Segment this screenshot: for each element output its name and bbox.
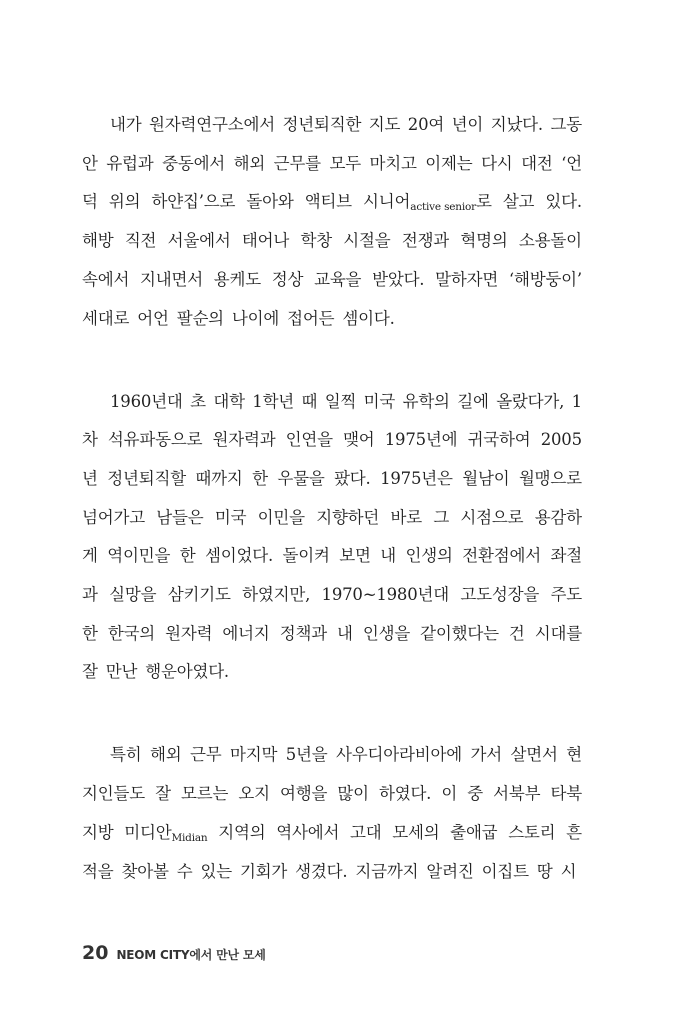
text-line xyxy=(82,541,582,571)
text-word: 수 xyxy=(176,861,193,881)
text-word: 셈이었다. xyxy=(205,546,274,566)
text-word: 20여 xyxy=(407,115,445,134)
text-word: 다시 xyxy=(481,153,513,173)
text-word: 고도성장을 xyxy=(460,585,540,604)
text-word: 지도 xyxy=(368,115,401,134)
text-word: 전쟁과 xyxy=(401,231,450,251)
text-word: 서북부 xyxy=(493,784,541,804)
text-word: 년이 xyxy=(451,115,484,134)
text-word: 주도 xyxy=(550,585,582,604)
text-word: 잘 xyxy=(155,784,171,804)
text-word: 덕 xyxy=(82,192,98,212)
text-word: 알려진 xyxy=(426,861,474,881)
text-word: ‘언 xyxy=(561,153,582,173)
text-word: 1960년대 xyxy=(110,391,183,411)
text-word: 있다. xyxy=(545,192,582,212)
text-line xyxy=(82,503,582,533)
text-line xyxy=(82,425,582,455)
text-word: 정년퇴직할 xyxy=(107,468,186,488)
text-word: 실망을 xyxy=(109,585,157,604)
text-word: 마지막 xyxy=(230,745,278,765)
text-word: 받았다. xyxy=(372,269,425,289)
text-word: 내가 xyxy=(110,115,142,134)
text-word: 이제는 xyxy=(425,153,473,173)
text-line xyxy=(82,304,582,334)
text-word: 하였지만, xyxy=(242,585,311,604)
text-word: 팔순의 xyxy=(176,308,224,328)
text-word: 하얀집’으로 xyxy=(151,192,236,212)
text-word: 맺어 xyxy=(343,430,375,450)
text-word: 있는 xyxy=(200,861,232,881)
text-word: 귀국하여 xyxy=(467,430,531,450)
text-word: 미국 xyxy=(214,507,247,527)
text-word: 이집트 xyxy=(481,861,529,881)
text-word: 위의 xyxy=(108,192,141,212)
text-word: 그 xyxy=(433,507,450,527)
text-word: ‘해방둥이’ xyxy=(508,269,582,289)
text-word: 근무 xyxy=(190,745,222,765)
text-word: 타북 xyxy=(550,784,582,804)
text-word: 1970~1980년대 xyxy=(321,585,450,604)
text-word: 직전 xyxy=(124,231,157,251)
text-word: 이민을 xyxy=(257,507,305,527)
text-word: 특히 xyxy=(110,745,142,765)
text-word: 인생을 xyxy=(362,623,411,643)
text-word: 지내면서 xyxy=(140,269,203,289)
text-word: 중 xyxy=(467,784,484,804)
text-word: 남들은 xyxy=(156,507,204,527)
text-word: 태어나 xyxy=(241,231,290,251)
text-word: 우물을 xyxy=(277,468,325,488)
text-line xyxy=(82,580,582,610)
text-word: 인연을 xyxy=(285,430,333,450)
text-word: 1975년에 xyxy=(384,430,458,450)
inline-gloss: active senior xyxy=(410,201,476,214)
text-word: 에너지 xyxy=(222,623,270,643)
text-word: 모두 xyxy=(329,153,361,173)
text-line xyxy=(82,187,582,217)
text-word: 초 xyxy=(190,391,206,411)
text-word: 여행을 xyxy=(279,784,328,804)
text-word: 미국 xyxy=(363,391,396,411)
text-word: 행운아였다. xyxy=(145,662,229,682)
text-word: 한 xyxy=(179,546,196,566)
text-word: 정년퇴직한 xyxy=(282,115,362,134)
text-word: 모세의 xyxy=(392,822,440,842)
text-word: 삼키기도 xyxy=(167,585,231,604)
text-word: 출애굽 xyxy=(450,822,498,842)
text-word: 돌이켜 xyxy=(282,546,330,566)
text-word: 때 xyxy=(301,391,318,411)
text-word: 나이에 xyxy=(231,308,280,328)
text-word: 시대를 xyxy=(534,623,582,643)
text-word: 2005 xyxy=(540,430,582,450)
text-word: 팠다. xyxy=(334,468,371,488)
text-line xyxy=(82,740,582,770)
text-word: 용케도 xyxy=(213,269,261,289)
text-word: 속에서 xyxy=(82,269,130,289)
text-line xyxy=(82,818,582,848)
text-word: 일찍 xyxy=(324,391,357,411)
text-word: 정책과 xyxy=(279,623,327,643)
text-word: 정상 xyxy=(271,269,304,289)
text-word: 지향하던 xyxy=(316,507,380,527)
text-word: 적을 xyxy=(82,861,114,881)
text-word: 셈이다. xyxy=(342,308,395,328)
text-word: 석유파동으로 xyxy=(107,430,203,450)
text-word: 말하자면 xyxy=(435,269,499,289)
text-word: 원자력연구소에서 xyxy=(149,115,275,134)
text-line xyxy=(82,110,582,140)
text-word: 인생의 xyxy=(405,546,453,566)
text-word: 한 xyxy=(252,468,268,488)
text-line xyxy=(82,265,582,295)
text-word: 역사에서 xyxy=(276,822,340,842)
text-word: 교육을 xyxy=(314,269,362,289)
text-word: 대학 xyxy=(213,391,245,411)
text-word: 안 xyxy=(82,153,98,173)
text-word: 학창 xyxy=(300,231,332,251)
text-line xyxy=(82,464,582,494)
text-word: 소용돌이 xyxy=(518,231,582,251)
text-word: 지역의 xyxy=(218,822,266,842)
text-word: 해외 xyxy=(233,153,266,173)
text-word: 하였다. xyxy=(378,784,432,804)
text-word: 그동 xyxy=(550,115,582,134)
text-word: 스토리 xyxy=(508,822,556,842)
text-word: 많이 xyxy=(337,784,369,804)
text-word: 년 xyxy=(82,468,98,488)
text-word: 마치고 xyxy=(369,153,417,173)
text-word: 1학년 xyxy=(252,391,295,411)
text-word: 한국의 xyxy=(107,623,156,643)
text-word: 같이했다는 xyxy=(420,623,499,643)
text-word: 유학의 xyxy=(402,391,450,411)
text-word: 원자력 xyxy=(165,623,213,643)
text-word: 고대 xyxy=(349,822,382,842)
page-number: 20 xyxy=(82,942,109,964)
text-word: 때까지 xyxy=(195,468,243,488)
text-word: 월남이 xyxy=(462,468,510,488)
text-word: 길에 xyxy=(457,391,489,411)
text-word: 유럽과 xyxy=(106,153,154,173)
text-word: 혁명의 xyxy=(460,231,508,251)
inline-gloss: Midian xyxy=(171,831,208,844)
text-word: 5년을 xyxy=(285,745,328,765)
text-word: 서울에서 xyxy=(167,231,231,251)
text-word: 원자력과 xyxy=(212,430,276,450)
text-word: 게 xyxy=(82,546,98,566)
text-word: 지났다. xyxy=(490,115,543,134)
text-word: 넘어가고 xyxy=(82,507,145,527)
text-word: 만난 xyxy=(105,662,138,682)
text-word: 용감하 xyxy=(534,507,582,527)
text-word: 지인들도 xyxy=(82,784,145,804)
text-word: 시점으로 xyxy=(460,507,524,527)
text-word: 사우디아라비아에 xyxy=(336,745,462,765)
text-word: 중동에서 xyxy=(162,153,226,173)
text-line xyxy=(82,226,582,256)
text-word: 잘 xyxy=(82,662,98,682)
text-line xyxy=(82,149,582,179)
text-word: 한 xyxy=(82,623,98,643)
text-word: 과 xyxy=(82,585,98,604)
text-word: 내 xyxy=(337,623,353,643)
text-word: 땅 xyxy=(536,861,553,881)
text-word: 기회가 xyxy=(239,861,288,881)
running-title: NEOM CITY에서 만난 모세 xyxy=(116,948,266,962)
text-line xyxy=(82,387,582,417)
text-line xyxy=(82,619,582,649)
text-word: 가서 xyxy=(470,745,502,765)
text-word: 근무를 xyxy=(273,153,321,173)
text-word: 돌아와 xyxy=(246,192,294,212)
text-word: 모르는 xyxy=(181,784,229,804)
text-word: 액티브 xyxy=(304,192,352,212)
text-word: 대전 xyxy=(521,153,553,173)
text-word: 올랐다가, xyxy=(496,391,565,411)
text-word: 차 xyxy=(82,430,98,450)
text-word: 미디안Midian xyxy=(124,822,208,844)
text-word: 이 xyxy=(441,784,458,804)
text-word: 살고 xyxy=(502,192,535,212)
text-word: 세대로 xyxy=(82,308,130,328)
text-word: 좌절 xyxy=(550,546,582,566)
text-word: 지금까지 xyxy=(355,861,419,881)
text-word: 살면서 xyxy=(510,745,558,765)
text-word: 시니어active senior로 xyxy=(363,192,492,214)
text-word: 건 xyxy=(508,623,525,643)
text-word: 접어든 xyxy=(287,308,335,328)
text-word: 해방 xyxy=(82,231,114,251)
text-line xyxy=(82,857,582,887)
text-word: 오지 xyxy=(238,784,270,804)
text-word: 생겼다. xyxy=(295,861,348,881)
text-word: 흔 xyxy=(566,822,582,842)
text-word: 1975년은 xyxy=(380,468,453,488)
text-word: 보면 xyxy=(339,546,371,566)
text-word: 현 xyxy=(566,745,582,765)
text-word: 바로 xyxy=(390,507,422,527)
text-word: 전환점에서 xyxy=(462,546,541,566)
text-word: 내 xyxy=(380,546,397,566)
text-word: 월맹으로 xyxy=(518,468,582,488)
text-word: 지방 xyxy=(82,822,114,842)
text-word: 역이민을 xyxy=(107,546,171,566)
text-line xyxy=(82,779,582,809)
text-line xyxy=(82,657,582,687)
text-word: 어언 xyxy=(137,308,169,328)
text-word: 1 xyxy=(571,391,582,411)
text-word: 시 xyxy=(560,861,577,881)
text-word: 해외 xyxy=(150,745,182,765)
text-word: 찾아볼 xyxy=(121,861,169,881)
text-word: 시절을 xyxy=(343,231,391,251)
page-footer xyxy=(82,942,266,968)
